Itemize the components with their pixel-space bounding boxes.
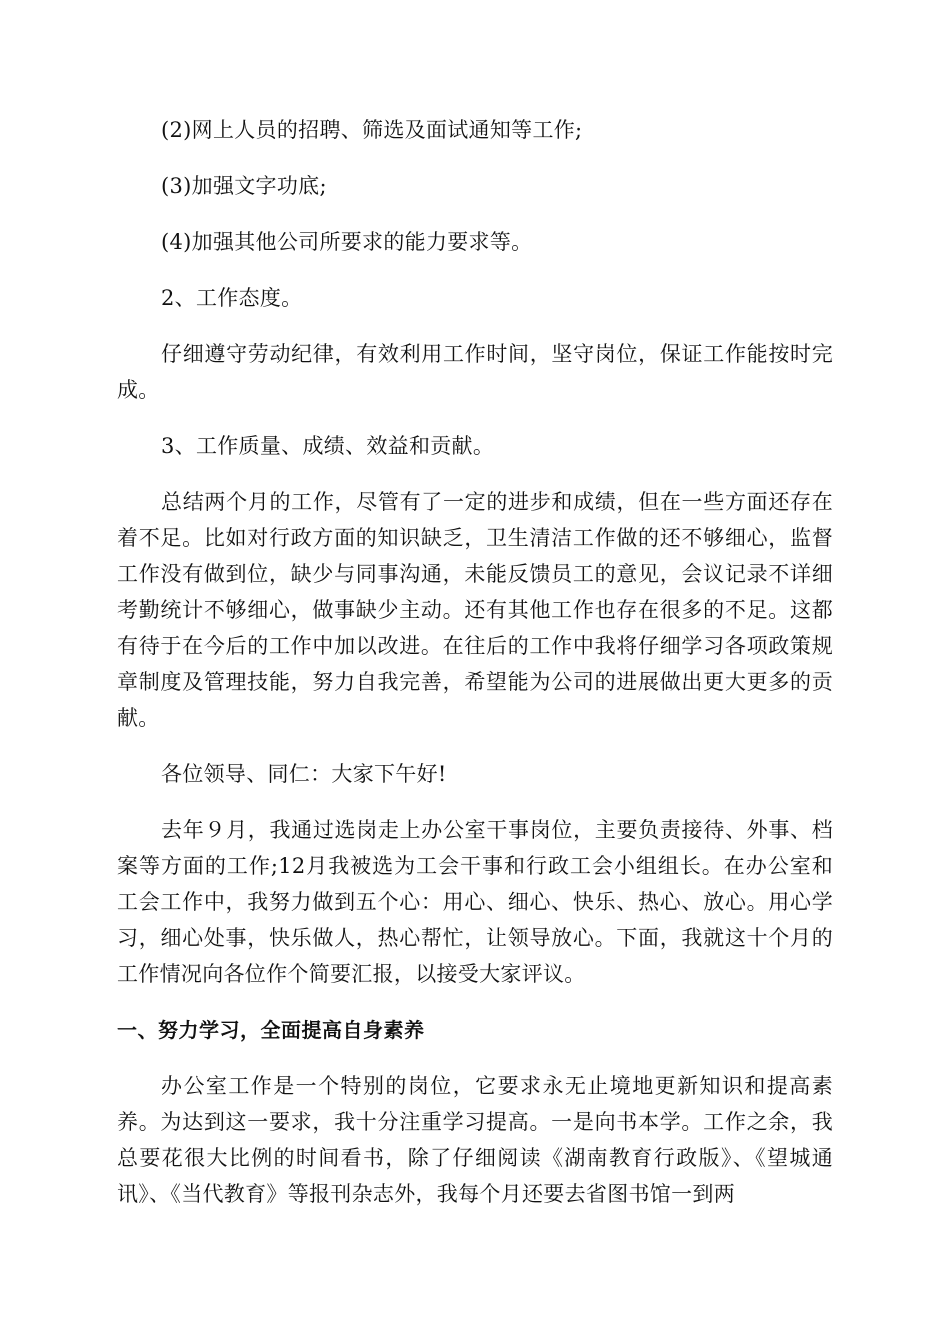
paragraph-item-4: (4)加强其他公司所要求的能力要求等。 [161,230,533,254]
section-work-quality: 3、工作质量、成绩、效益和贡献。 [161,434,495,458]
paragraph-greeting: 各位领导、同仁：大家下午好! [161,762,447,786]
paragraph-introduction: 去年９月，我通过选岗走上办公室干事岗位，主要负责接待、外事、档案等方面的工作;12月我被选为工会干事和行政工会小组组长。在办公室和工会工作中，我努力做到五个心：用心、细心、快乐、热心、放心。用心学习，细心处事，快乐做人，热心帮忙，让领导放心。下面，我就这十个月的工作情况向各位作个简要汇报，以接受大家评议。 [117,818,833,986]
paragraph-study: 办公室工作是一个特别的岗位，它要求永无止境地更新知识和提高素养。为达到这一要求，我十分注重学习提高。一是向书本学。工作之余，我总要花很大比例的时间看书，除了仔细阅读《湖南教育行政版》、《望城通讯》、《当代教育》等报刊杂志外，我每个月还要去省图书馆一到两 [117,1074,833,1206]
paragraph-item-2: (2)网上人员的招聘、筛选及面试通知等工作; [161,118,583,142]
paragraph-work-attitude: 仔细遵守劳动纪律，有效利用工作时间，坚守岗位，保证工作能按时完成。 [117,342,833,402]
section-work-attitude: 2、工作态度。 [161,286,303,310]
paragraph-item-3: (3)加强文字功底; [161,174,327,198]
document-page [117,112,833,1212]
heading-section-one: 一、努力学习，全面提高自身素养 [117,1018,425,1042]
paragraph-summary: 总结两个月的工作，尽管有了一定的进步和成绩，但在一些方面还存在着不足。比如对行政方面的知识缺乏，卫生清洁工作做的还不够细心，监督工作没有做到位，缺少与同事沟通，未能反馈员工的意见，会议记录不详细考勤统计不够细心，做事缺少主动。还有其他工作也存在很多的不足。这都有待于在今后的工作中加以改进。在往后的工作中我将仔细学习各项政策规章制度及管理技能，努力自我完善，希望能为公司的进展做出更大更多的贡献。 [117,490,833,730]
